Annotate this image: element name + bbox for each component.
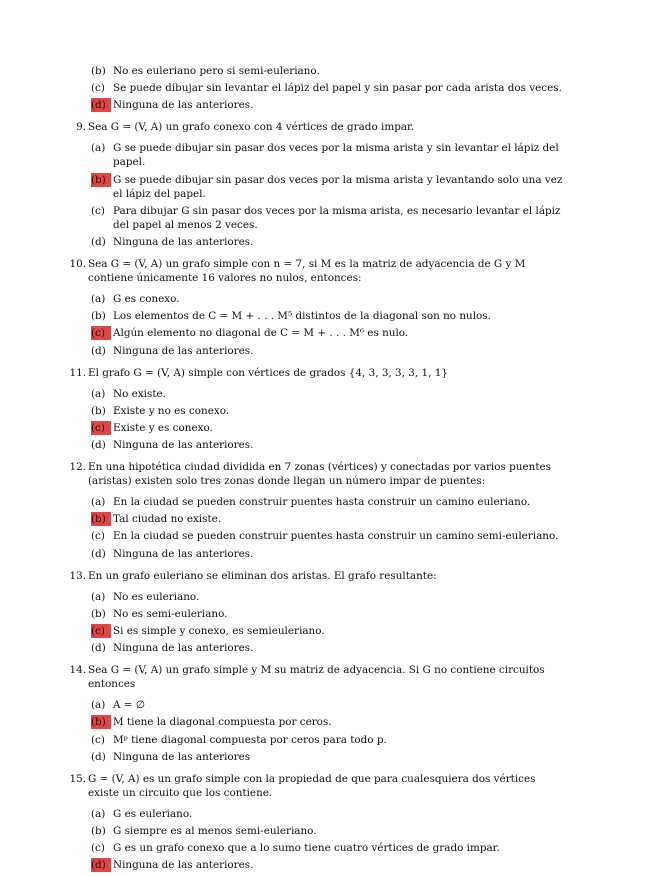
answer-option[interactable] [91, 733, 563, 747]
answer-label: (a) [91, 142, 106, 155]
question-stem [69, 772, 564, 800]
answer-text: G se puede dibujar sin pasar dos veces por la misma arista y sin levantar el lápiz del papel. [113, 142, 559, 169]
question-number: 13. [69, 569, 86, 582]
answer-option[interactable] [91, 64, 563, 78]
answer-option[interactable] [91, 841, 563, 855]
answer-text: A = ∅ [113, 699, 145, 712]
answer-option[interactable] [91, 141, 563, 169]
answer-label: (d) [91, 642, 106, 655]
answer-option[interactable] [91, 824, 563, 838]
answer-option[interactable] [91, 81, 563, 95]
answer-text: No es semi-euleriano. [113, 607, 228, 620]
answer-option[interactable] [91, 292, 563, 306]
question-stem [69, 663, 564, 691]
question-stem [69, 460, 564, 488]
question-number: 9. [76, 121, 86, 134]
answer-text: No es euleriano. [113, 590, 200, 603]
answer-option[interactable] [91, 98, 563, 112]
question-text: Sea G = (V, A) un grafo conexo con 4 vértices de grado impar. [88, 121, 415, 134]
question-stem [69, 257, 564, 285]
answer-option[interactable] [91, 421, 563, 435]
answer-label-highlighted: (d) [91, 98, 111, 112]
answer-option[interactable] [91, 607, 563, 621]
answer-option[interactable] [91, 698, 563, 712]
answer-option[interactable] [91, 512, 563, 526]
answer-option[interactable] [91, 750, 563, 764]
answer-label: (c) [91, 842, 105, 855]
question-number: 12. [69, 461, 86, 474]
answer-label: (b) [91, 607, 106, 620]
answer-label: (d) [91, 439, 106, 452]
answer-label: (c) [91, 733, 105, 746]
answer-option[interactable] [91, 624, 563, 638]
answer-label: (c) [91, 204, 105, 217]
answer-text: No existe. [113, 387, 166, 400]
question-number: 10. [69, 257, 86, 270]
question-stem [76, 120, 564, 134]
answer-text: Ninguna de las anteriores. [113, 547, 254, 560]
answer-text: Existe y es conexo. [113, 421, 213, 434]
answer-text: Ninguna de las anteriores. [113, 859, 254, 872]
answer-label: (b) [91, 65, 106, 77]
answer-text: Se puede dibujar sin levantar el lápiz del papel y sin pasar por cada arista dos veces. [113, 82, 562, 95]
answer-option[interactable] [91, 529, 563, 543]
answer-label: (a) [91, 590, 106, 603]
answer-label-highlighted: (c) [91, 624, 111, 638]
answer-label: (a) [91, 387, 106, 400]
answer-label-highlighted: (d) [91, 858, 111, 872]
answer-option[interactable] [91, 807, 563, 821]
answer-label: (a) [91, 496, 106, 509]
answer-option[interactable] [91, 858, 563, 872]
answer-option[interactable] [91, 641, 563, 655]
answer-text: Ninguna de las anteriores. [113, 439, 254, 452]
question-list [0, 64, 655, 876]
answer-label-highlighted: (b) [91, 173, 111, 187]
answer-label-highlighted: (b) [91, 512, 111, 526]
answer-text: Ninguna de las anteriores. [113, 235, 254, 248]
answer-option[interactable] [91, 235, 563, 249]
answer-text: Para dibujar G sin pasar dos veces por la misma arista, es necesario levantar el lápiz del papel al menos 2 veces. [113, 204, 561, 231]
answer-option[interactable] [91, 547, 563, 561]
answer-label: (d) [91, 235, 106, 248]
answer-label-highlighted: (c) [91, 421, 111, 435]
answer-text: Los elementos de C = M + . . . M⁵ distintos de la diagonal son no nulos. [113, 310, 491, 323]
answer-label: (a) [91, 699, 106, 712]
answer-label: (a) [91, 807, 106, 820]
answer-text: No es euleriano pero si semi-euleriano. [113, 65, 320, 77]
question-text: Sea G = (V, A) un grafo simple con n = 7, si M es la matriz de adyacencia de G y M contiene únicamente 16 valores no nulos, entonces: [88, 257, 526, 284]
answer-text: Existe y no es conexo. [113, 404, 230, 417]
answer-label: (d) [91, 344, 106, 357]
answer-text: Tal ciudad no existe. [113, 513, 222, 526]
answer-text: Algún elemento no diagonal de C = M + . . . M⁶ es nulo. [113, 327, 409, 340]
answer-text: G se puede dibujar sin pasar dos veces por la misma arista y levantando solo una vez el lápiz del papel. [113, 173, 563, 200]
question-number: 14. [69, 664, 86, 677]
answer-text: G es un grafo conexo que a lo sumo tiene cuatro vértices de grado impar. [113, 842, 500, 855]
answer-text: Mᵖ tiene diagonal compuesta por ceros para todo p. [113, 733, 387, 746]
answer-option[interactable] [91, 309, 563, 323]
answer-option[interactable] [91, 344, 563, 358]
answer-option[interactable] [91, 204, 563, 232]
answer-label: (b) [91, 310, 106, 323]
answer-label: (b) [91, 824, 106, 837]
answer-option[interactable] [91, 715, 563, 729]
answer-text: G es conexo. [113, 292, 180, 305]
question-text: En una hipotética ciudad dividida en 7 zonas (vértices) y conectadas por varios puentes (aristas) existen solo tres zonas donde llegan un número impar de puentes: [88, 461, 551, 488]
answer-text: M tiene la diagonal compuesta por ceros. [113, 716, 332, 729]
answer-option[interactable] [91, 387, 563, 401]
answer-text: En la ciudad se pueden construir puentes hasta construir un camino euleriano. [113, 496, 531, 509]
answer-label: (c) [91, 530, 105, 543]
answer-text: Ninguna de las anteriores. [113, 99, 254, 112]
question-number: 15. [69, 772, 86, 785]
question-number: 11. [69, 366, 86, 379]
answer-text: Ninguna de las anteriores [113, 750, 251, 763]
answer-text: Ninguna de las anteriores. [113, 344, 254, 357]
answer-text: Si es simple y conexo, es semieuleriano. [113, 625, 325, 637]
answer-label: (a) [91, 292, 106, 305]
answer-option[interactable] [91, 495, 563, 509]
answer-label: (d) [91, 750, 106, 763]
answer-label: (b) [91, 404, 106, 417]
answer-option[interactable] [91, 173, 563, 201]
question-text: En un grafo euleriano se eliminan dos aristas. El grafo resultante: [88, 569, 437, 582]
answer-option[interactable] [91, 404, 563, 418]
answer-text: En la ciudad se pueden construir puentes hasta construir un camino semi-euleriano. [113, 530, 559, 543]
question-text: Sea G = (V, A) un grafo simple y M su matriz de adyacencia. Si G no contiene circuitos entonces [88, 664, 545, 691]
question-text: El grafo G = (V, A) simple con vértices de grados {4, 3, 3, 3, 3, 1, 1} [88, 366, 448, 379]
answer-text: G es euleriano. [113, 807, 193, 820]
answer-label-highlighted: (c) [91, 326, 111, 340]
answer-label: (d) [91, 547, 106, 560]
answer-option[interactable] [91, 326, 563, 340]
answer-text: G siempre es al menos semi-euleriano. [113, 824, 317, 837]
answer-label: (c) [91, 82, 105, 95]
answer-text: Ninguna de las anteriores. [113, 642, 254, 655]
question-stem [69, 366, 564, 380]
answer-option[interactable] [91, 438, 563, 452]
answer-label-highlighted: (b) [91, 715, 111, 729]
question-text: G = (V, A) es un grafo simple con la propiedad de que para cualesquiera dos vértices existe un circuito que los contiene. [88, 772, 536, 799]
answer-option[interactable] [91, 590, 563, 604]
question-stem [69, 569, 564, 583]
